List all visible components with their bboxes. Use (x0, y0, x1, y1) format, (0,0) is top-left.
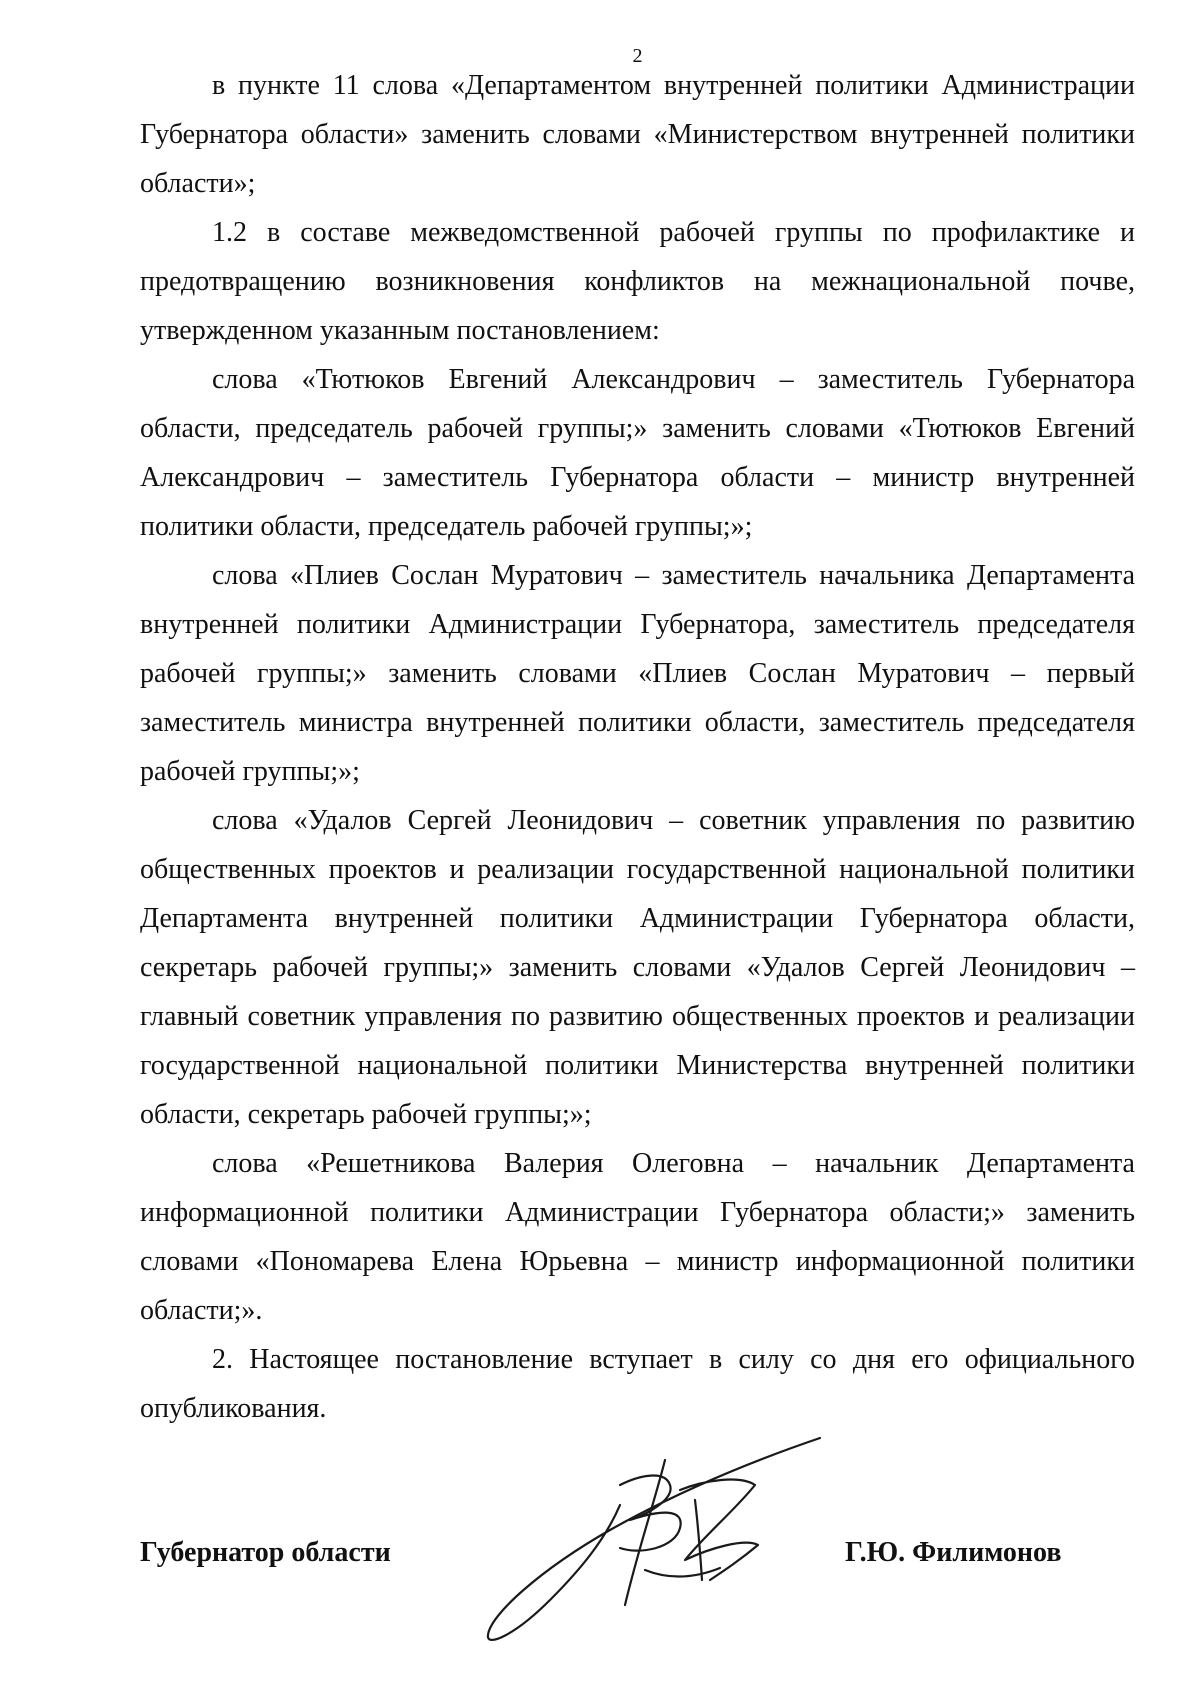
signature-block (0, 1430, 1200, 1650)
signatory-name: Г.Ю. Филимонов (845, 1537, 1062, 1568)
document-body (140, 61, 1135, 1433)
paragraph-6: слова «Решетникова Валерия Олеговна – начальник Департамента информационной политики Администрации Губернатора области;» заменить словами «Пономарева Елена Юрьевна – министр информационной политики области;». (140, 1148, 1135, 1326)
paragraph-3: слова «Тютюков Евгений Александрович – заместитель Губернатора области, председатель рабочей группы;» заменить словами «Тютюков Евгений Александрович – заместитель Губернатора области – министр внутренней политики области, председатель рабочей группы;»; (140, 364, 1135, 542)
signatory-title: Губернатор области (140, 1537, 391, 1568)
page-number: 2 (632, 45, 643, 67)
handwritten-signature (470, 1430, 830, 1650)
paragraph-1: в пункте 11 слова «Департаментом внутренней политики Администрации Губернатора области» заменить словами «Министерством внутренней политики области»; (140, 70, 1135, 199)
paragraph-5: слова «Удалов Сергей Леонидович – советник управления по развитию общественных проектов и реализации государственной национальной политики Департамента внутренней политики Администрации Губернатора области, секретарь рабочей группы;» заменить словами «Удалов Сергей Леонидович – главный советник управления по развитию общественных проектов и реализации государственной национальной политики Министерства внутренней политики области, секретарь рабочей группы;»; (140, 805, 1135, 1130)
paragraph-4: слова «Плиев Сослан Муратович – заместитель начальника Департамента внутренней политики Администрации Губернатора, заместитель председателя рабочей группы;» заменить словами «Плиев Сослан Муратович – первый заместитель министра внутренней политики области, заместитель председателя рабочей группы;»; (140, 560, 1135, 787)
paragraph-7: 2. Настоящее постановление вступает в силу со дня его официального опубликования. (140, 1344, 1135, 1424)
paragraph-2: 1.2 в составе межведомственной рабочей группы по профилактике и предотвращению возникновения конфликтов на межнациональной почве, утвержденном указанным постановлением: (140, 217, 1135, 346)
